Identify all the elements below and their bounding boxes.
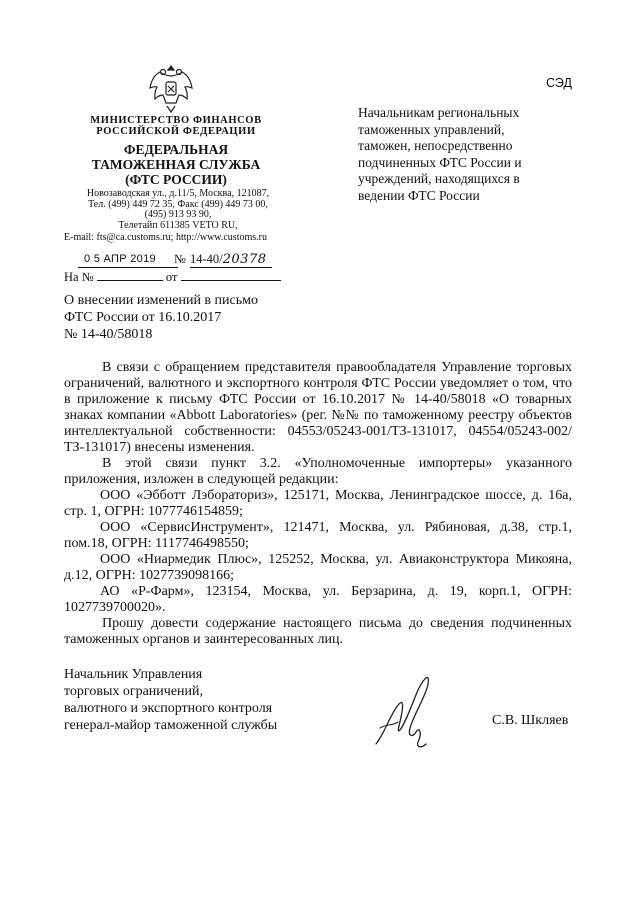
- body-paragraph: В этой связи пункт 3.2. «Уполномоченные импортеры» указанного приложения, изложен в следующей редакции:: [64, 456, 572, 487]
- service-name: ФЕДЕРАЛЬНАЯ ТАМОЖЕННАЯ СЛУЖБА (ФТС РОССИИ): [91, 142, 261, 187]
- reference-label: На №: [64, 270, 94, 284]
- importer-entry: ООО «Эбботт Лэбораториз», 125171, Москва, Ленинградское шоссе, д. 16а, стр. 1, ОГРН: 1077746154859;: [64, 488, 572, 519]
- handwritten-signature: [370, 668, 442, 758]
- sed-mark: СЭД: [546, 76, 572, 90]
- reference-number-blank: [97, 268, 163, 281]
- letter-subject: О внесении изменений в письмо ФТС России от 16.10.2017 № 14-40/58018: [64, 293, 258, 342]
- importer-entry: ООО «Ниармедик Плюс», 125252, Москва, ул. Авиаконструктора Микояна, д.12, ОГРН: 1027739098166;: [64, 552, 572, 583]
- letter-body: [64, 360, 572, 648]
- body-paragraph: Прошу довести содержание настоящего письма до сведения подчиненных таможенных органов и заинтересованных лиц.: [64, 616, 572, 647]
- reference-line: [64, 268, 281, 285]
- importer-entry: ООО «СервисИнструмент», 121471, Москва, ул. Рябиновая, д.38, стр.1, пом.18, ОГРН: 1117746498550;: [64, 520, 572, 551]
- signatory-title: Начальник Управления торговых ограничений, валютного и экспортного контроля генерал-майор таможенной службы: [64, 667, 278, 733]
- registration-number-label: №: [174, 252, 186, 266]
- signatory-name: С.В. Шкляев: [492, 713, 569, 728]
- email-line: E-mail: fts@ca.customs.ru; http://www.customs.ru: [64, 232, 267, 243]
- registration-number-prefix: 14-40/: [190, 252, 223, 266]
- coat-of-arms-emblem: [148, 62, 194, 114]
- registration-number-handwritten: 20378: [222, 252, 267, 267]
- contact-details: Новозаводская ул., д.11/5, Москва, 121087, Тел. (499) 449 72 35, Факс (499) 449 73 00, (495) 913 93 90, Телетайп 611385 VETO RU,: [86, 188, 270, 231]
- body-paragraph: В связи с обращением представителя правообладателя Управление торговых ограничений, валютного и экспортного контроля ФТС России уведомляет о том, что в приложение к письму ФТС России от 16.10.2017 № 14-40/58018 «О товарных знаках компании «Abbott Laboratories» (рег. №№ по таможенному реестру объектов интеллектуальной собственности: 04553/05243-001/ТЗ-131017, 04554/05243-002/ТЗ-131017) внесены изменения.: [64, 360, 572, 455]
- importer-entry: АО «Р-Фарм», 123154, Москва, ул. Берзарина, д. 19, корп.1, ОГРН: 1027739700020».: [64, 584, 572, 615]
- addressee-block: Начальникам региональных таможенных управлений, таможен, непосредственно подчиненных ФТС России и учреждений, находящихся в ведении ФТС России: [358, 105, 522, 203]
- ministry-name: МИНИСТЕРСТВО ФИНАНСОВ РОССИЙСКОЙ ФЕДЕРАЦИИ: [90, 115, 262, 137]
- reference-date-blank: [181, 268, 281, 281]
- registration-date-stamp: 0 5 АПР 2019: [78, 251, 178, 268]
- reference-from-label: от: [165, 270, 178, 284]
- registration-number: [190, 251, 272, 268]
